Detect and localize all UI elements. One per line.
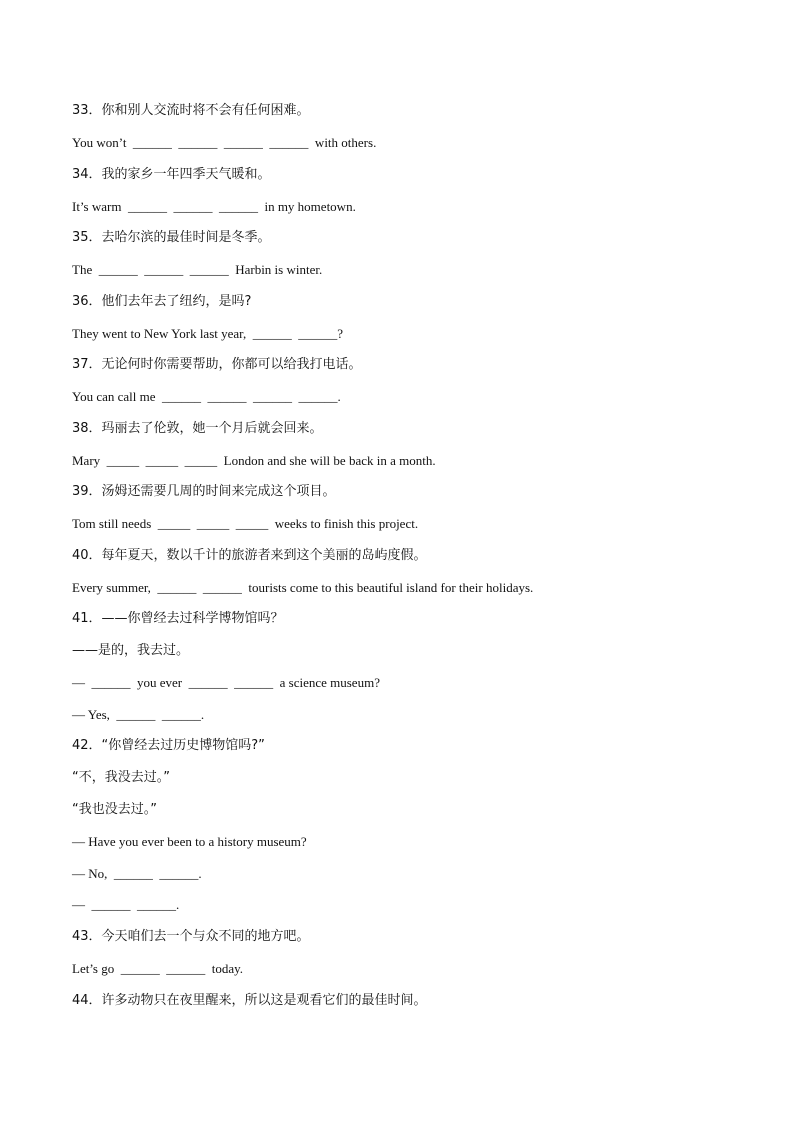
q37-sentence: You can call me ______ ______ ______ ______. [72, 389, 341, 404]
q41-prompt-reply: ——是的，我去过。 [72, 643, 190, 658]
q40-prompt: 40．每年夏天，数以千计的旅游者来到这个美丽的岛屿度假。 [72, 548, 427, 563]
q33-prompt: 33．你和别人交流时将不会有任何困难。 [72, 103, 310, 118]
q42-sentence-answer: — No, ______ ______. [72, 866, 202, 881]
q39-prompt: 39．汤姆还需要几周的时间来完成这个项目。 [72, 484, 336, 499]
q35-sentence: The ______ ______ ______ Harbin is winter. [72, 262, 323, 277]
q34-sentence: It’s warm ______ ______ ______ in my hometown. [72, 199, 356, 214]
q41-prompt: 41．——你曾经去过科学博物馆吗？ [72, 611, 284, 626]
q34-prompt: 34．我的家乡一年四季天气暖和。 [72, 167, 271, 182]
q41-sentence-question: — ______ you ever ______ ______ a science museum? [72, 675, 380, 690]
q39-sentence: Tom still needs _____ _____ _____ weeks to finish this project. [72, 516, 419, 531]
q42-prompt: 42．“你曾经去过历史博物馆吗?” [72, 738, 265, 753]
q40-sentence: Every summer, ______ ______ tourists come to this beautiful island for their holidays. [72, 580, 534, 595]
q42-sentence-question: — Have you ever been to a history museum? [72, 834, 307, 849]
q37-prompt: 37．无论何时你需要帮助，你都可以给我打电话。 [72, 357, 362, 372]
q42-sentence-answer2: — ______ ______. [72, 897, 180, 912]
q36-sentence: They went to New York last year, ______ ______? [72, 326, 343, 341]
q33-sentence: You won’t ______ ______ ______ ______ with others. [72, 135, 377, 150]
q38-prompt: 38．玛丽去了伦敦，她一个月后就会回来。 [72, 421, 323, 436]
q42-prompt-reply2: “我也没去过。” [72, 802, 157, 817]
q35-prompt: 35．去哈尔滨的最佳时间是冬季。 [72, 230, 271, 245]
q36-prompt: 36．他们去年去了纽约，是吗? [72, 294, 252, 309]
q42-prompt-reply: “不，我没去过。” [72, 770, 170, 785]
q43-prompt: 43．今天咱们去一个与众不同的地方吧。 [72, 929, 310, 944]
q41-sentence-answer: — Yes, ______ ______. [72, 707, 205, 722]
q38-sentence: Mary _____ _____ _____ London and she will be back in a month. [72, 453, 436, 468]
q44-prompt: 44．许多动物只在夜里醒来，所以这是观看它们的最佳时间。 [72, 993, 427, 1008]
q43-sentence: Let’s go ______ ______ today. [72, 961, 244, 976]
